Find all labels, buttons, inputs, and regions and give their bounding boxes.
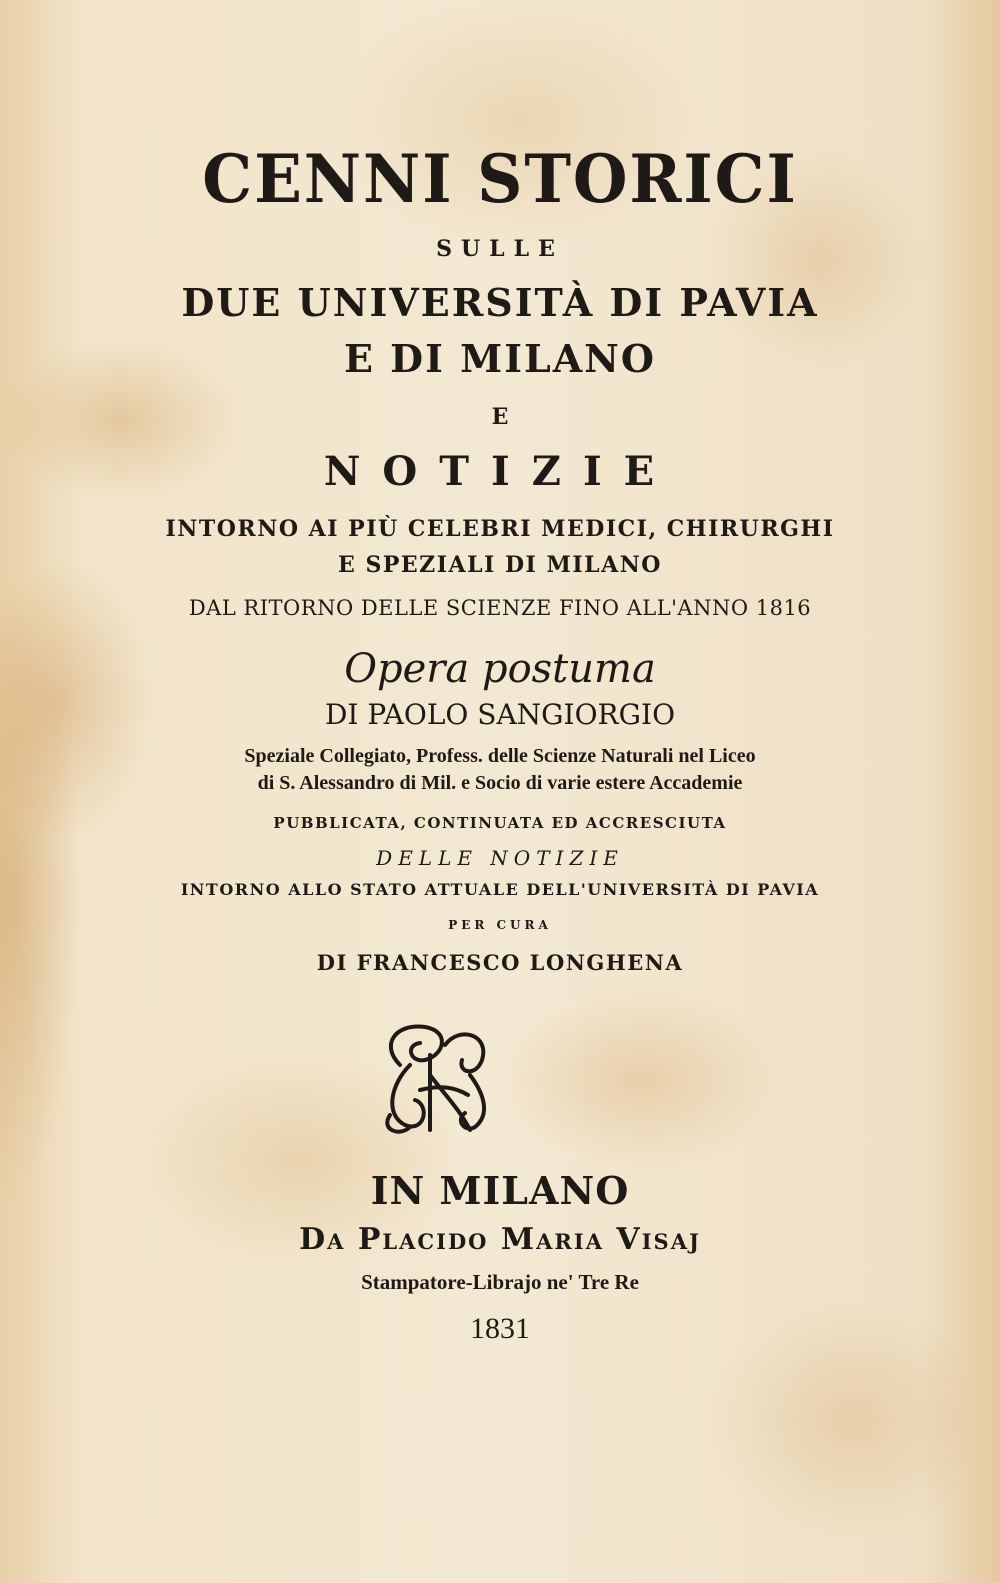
subject-line-2: E SPEZIALI DI MILANO (338, 552, 662, 578)
milano-line: E DI MILANO (343, 336, 657, 381)
published-line: PUBBLICATA, CONTINUATA ED ACCRESCIUTA (273, 814, 727, 832)
universities-line: DUE UNIVERSITÀ DI PAVIA (181, 280, 819, 325)
publisher-description: Stampatore-Librajo ne' Tre Re (361, 1270, 639, 1294)
author-line: DI PAOLO SANGIORGIO (324, 698, 676, 731)
work-type: Opera postuma (344, 646, 656, 692)
notizie-line: NOTIZIE (323, 448, 677, 495)
author-description-1: Speziale Collegiato, Profess. delle Scienze Naturali nel Liceo (244, 745, 756, 767)
subject-line-1: INTORNO AI PIÙ CELEBRI MEDICI, CHIRURGHI (165, 516, 835, 542)
book-title: CENNI STORICI (202, 140, 798, 218)
printer-monogram-icon (370, 1015, 500, 1140)
publication-year: 1831 (470, 1312, 530, 1345)
author-description-2: di S. Alessandro di Mil. e Socio di varie estere Accademie (257, 772, 743, 794)
sulle-line: SULLE (436, 236, 564, 262)
publisher-line: Da Placido Maria Visaj (299, 1222, 701, 1257)
per-cura-line: PER CURA (448, 918, 552, 932)
period-line: DAL RITORNO DELLE SCIENZE FINO ALL'ANNO 1816 (188, 596, 812, 620)
conjunction-line: E (491, 404, 509, 430)
editor-line: DI FRANCESCO LONGHENA (316, 950, 684, 975)
delle-notizie-line: DELLE NOTIZIE (376, 846, 624, 870)
place-line: IN MILANO (370, 1168, 630, 1213)
state-line: INTORNO ALLO STATO ATTUALE DELL'UNIVERSITÀ DI PAVIA (180, 880, 820, 899)
